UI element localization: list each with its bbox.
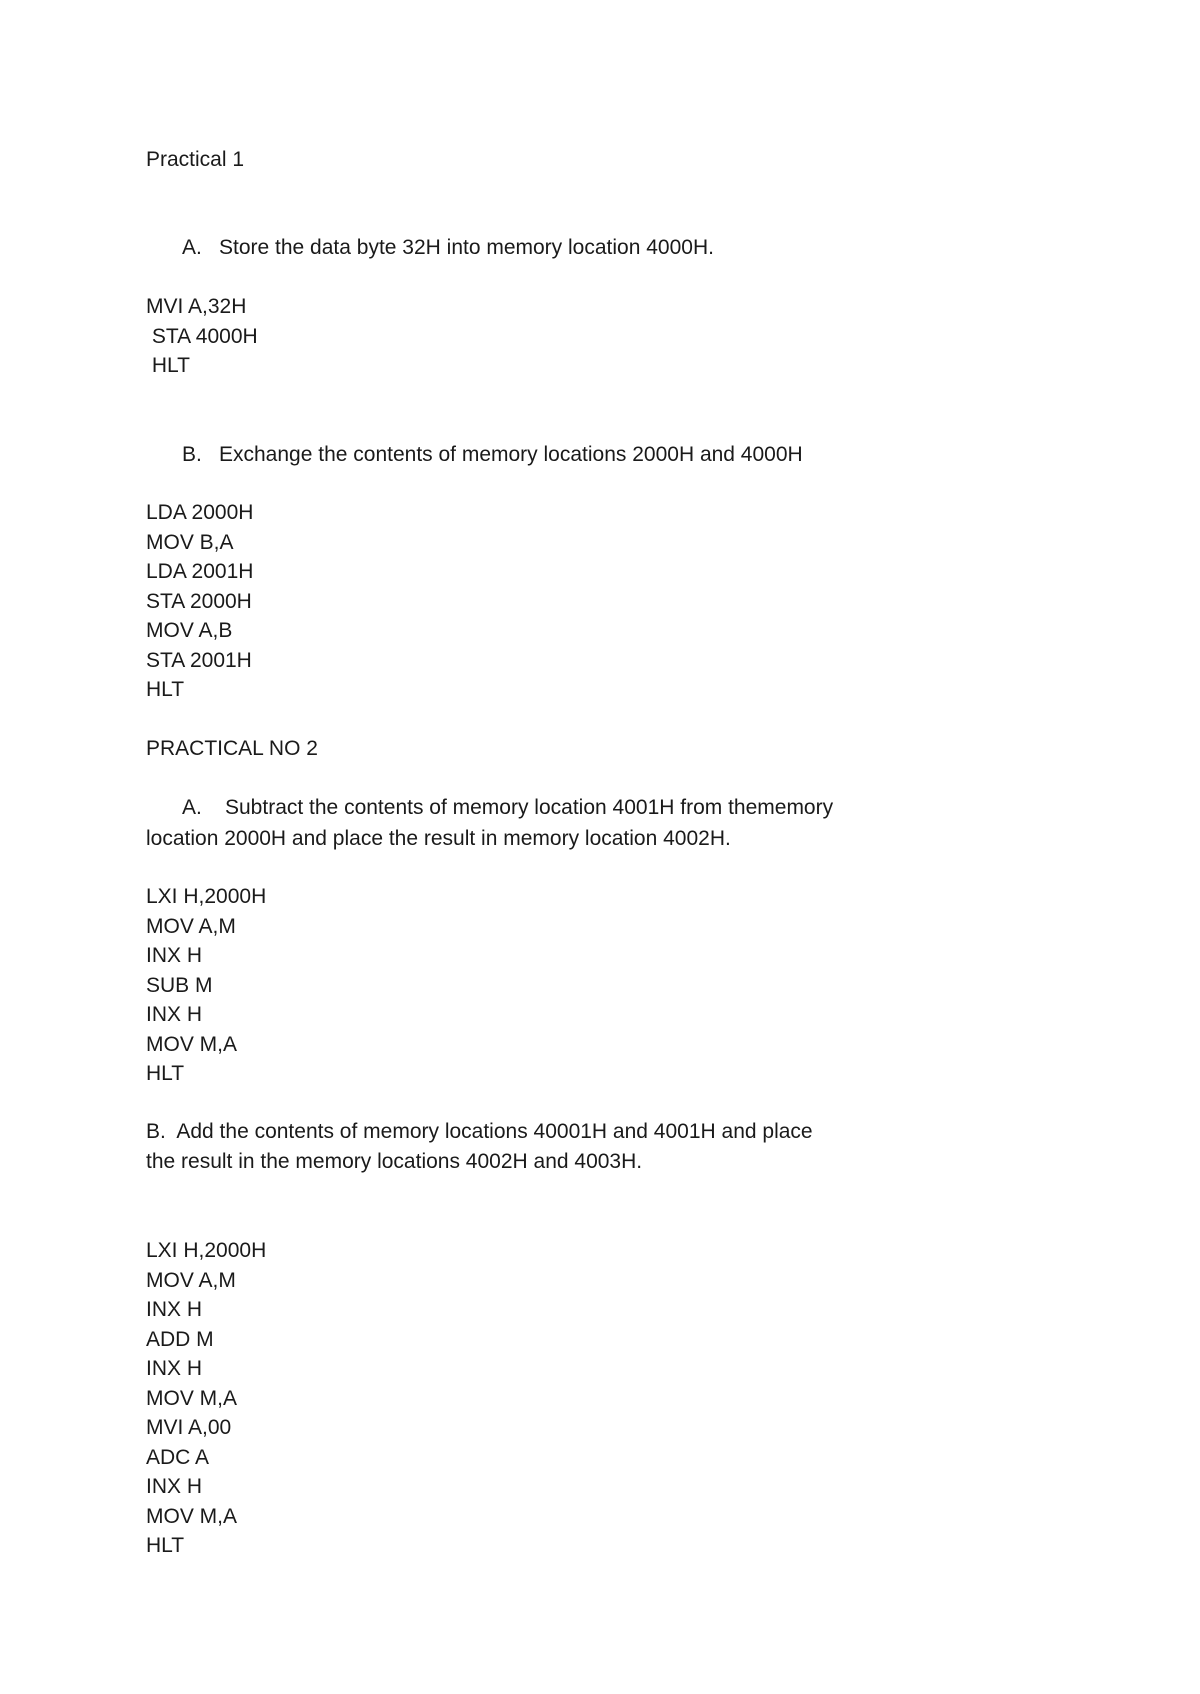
code-line: HLT <box>146 354 190 377</box>
code-line: INX H <box>146 1357 203 1380</box>
code-line: MOV B,A <box>146 530 234 554</box>
practical-1-task-b-code <box>146 498 253 705</box>
practical-2-task-a-text-line-2: location 2000H and place the result in memory location 4002H. <box>146 827 731 850</box>
code-line: STA 2000H <box>146 589 252 613</box>
code-line: LDA 2001H <box>146 560 254 583</box>
code-line: MOV A,M <box>146 914 236 938</box>
code-line: ADC A <box>146 1445 210 1469</box>
code-line: LXI H,2000H <box>146 885 267 908</box>
code-line: LDA 2000H <box>146 501 254 524</box>
code-line: HLT <box>146 1062 185 1085</box>
code-line: HLT <box>146 1534 185 1557</box>
practical-2-task-b-text-line-2: the result in the memory locations 4002H and 4003H. <box>146 1150 643 1173</box>
code-line: STA 4000H <box>146 324 258 348</box>
code-line: INX H <box>146 1003 203 1026</box>
practical-1-task-a-text: Store the data byte 32H into memory location 4000H. <box>219 236 714 259</box>
code-line: MVI A,32H <box>146 295 247 318</box>
practical-2-task-a-label: A. <box>182 796 202 819</box>
practical-2-task-a-code <box>146 882 266 1089</box>
code-line: INX H <box>146 1475 203 1498</box>
code-line: MOV A,M <box>146 1268 236 1292</box>
practical-2-task-b-code <box>146 1236 266 1561</box>
code-line: MOV M,A <box>146 1032 238 1056</box>
practical-2-task-a-text-line-1: Subtract the contents of memory location 4001H from thememory <box>225 796 834 819</box>
practical-1-task-b-text: Exchange the contents of memory locations 2000H and 4000H <box>219 443 803 466</box>
code-line: INX H <box>146 1298 203 1321</box>
code-line: MOV M,A <box>146 1504 238 1528</box>
practical-1-task-a-code <box>146 292 258 381</box>
code-line: INX H <box>146 944 203 967</box>
practical-2-task-b-text-line-1: B. Add the contents of memory locations 40001H and 4001H and place <box>146 1120 813 1143</box>
code-line: ADD M <box>146 1327 214 1351</box>
practical-1-task-a-label: A. <box>182 236 202 259</box>
code-line: SUB M <box>146 973 213 997</box>
code-line: LXI H,2000H <box>146 1239 267 1262</box>
code-line: MVI A,00 <box>146 1416 232 1439</box>
practical-1-title: Practical 1 <box>146 148 245 171</box>
code-line: HLT <box>146 678 185 701</box>
code-line: MOV A,B <box>146 619 233 642</box>
practical-2-title: PRACTICAL NO 2 <box>146 737 318 760</box>
practical-1-task-b-label: B. <box>182 443 202 466</box>
code-line: STA 2001H <box>146 648 252 672</box>
code-line: MOV M,A <box>146 1386 238 1410</box>
